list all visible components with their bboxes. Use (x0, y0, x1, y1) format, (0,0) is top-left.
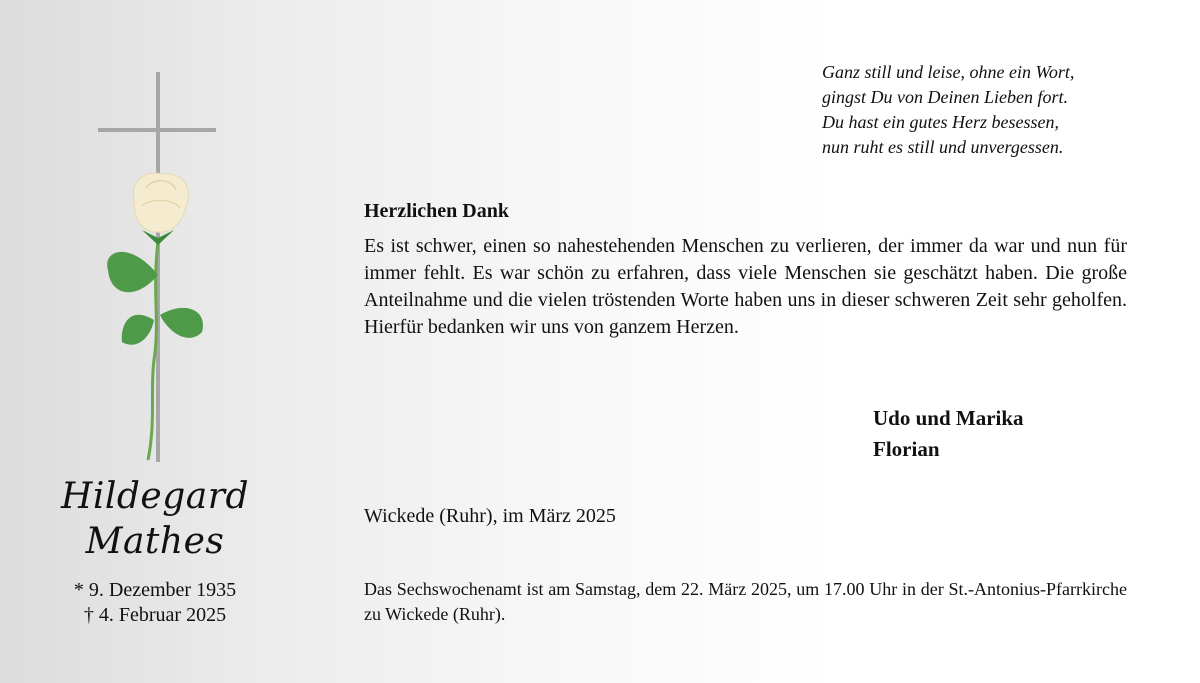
last-name: Mathes (85, 521, 225, 562)
place-date: Wickede (Ruhr), im März 2025 (364, 505, 616, 527)
signer: Florian (873, 437, 940, 461)
deceased-name (30, 474, 280, 564)
death-date: † 4. Februar 2025 (83, 604, 227, 626)
first-name: Hildegard (60, 476, 250, 517)
signer: Udo und Marika (873, 406, 1024, 430)
poem-line: gingst Du von Deinen Lieben fort. (822, 87, 1068, 107)
poem-line: nun ruht es still und unvergessen. (822, 137, 1064, 157)
poem-line: Du hast ein gutes Herz besessen, (822, 112, 1059, 132)
signers (873, 403, 1024, 465)
thanks-heading: Herzlichen Dank (364, 200, 509, 222)
birth-date: * 9. Dezember 1935 (73, 579, 237, 601)
thanks-text: Es ist schwer, einen so nahestehenden Menschen zu verlieren, der immer da war und nun für immer fehlt. Es war schön zu erfahren, dass viele Menschen sie geschätzt haben. Die große Anteilnahme und die vielen tröstenden Worte haben uns in dieser schweren Zeit sehr geholfen. Hierfür bedanken wir uns von ganzem Herzen. (364, 235, 1127, 338)
life-dates (40, 578, 270, 628)
rose-icon (107, 173, 203, 460)
poem-line: Ganz still und leise, ohne ein Wort, (822, 62, 1075, 82)
service-notice: Das Sechswochenamt ist am Samstag, dem 22. März 2025, um 17.00 Uhr in der St.-Antonius-Pfarrkirche zu Wickede (Ruhr). (364, 579, 1127, 624)
cross-rose-icon (90, 70, 230, 470)
poem (822, 60, 1162, 160)
